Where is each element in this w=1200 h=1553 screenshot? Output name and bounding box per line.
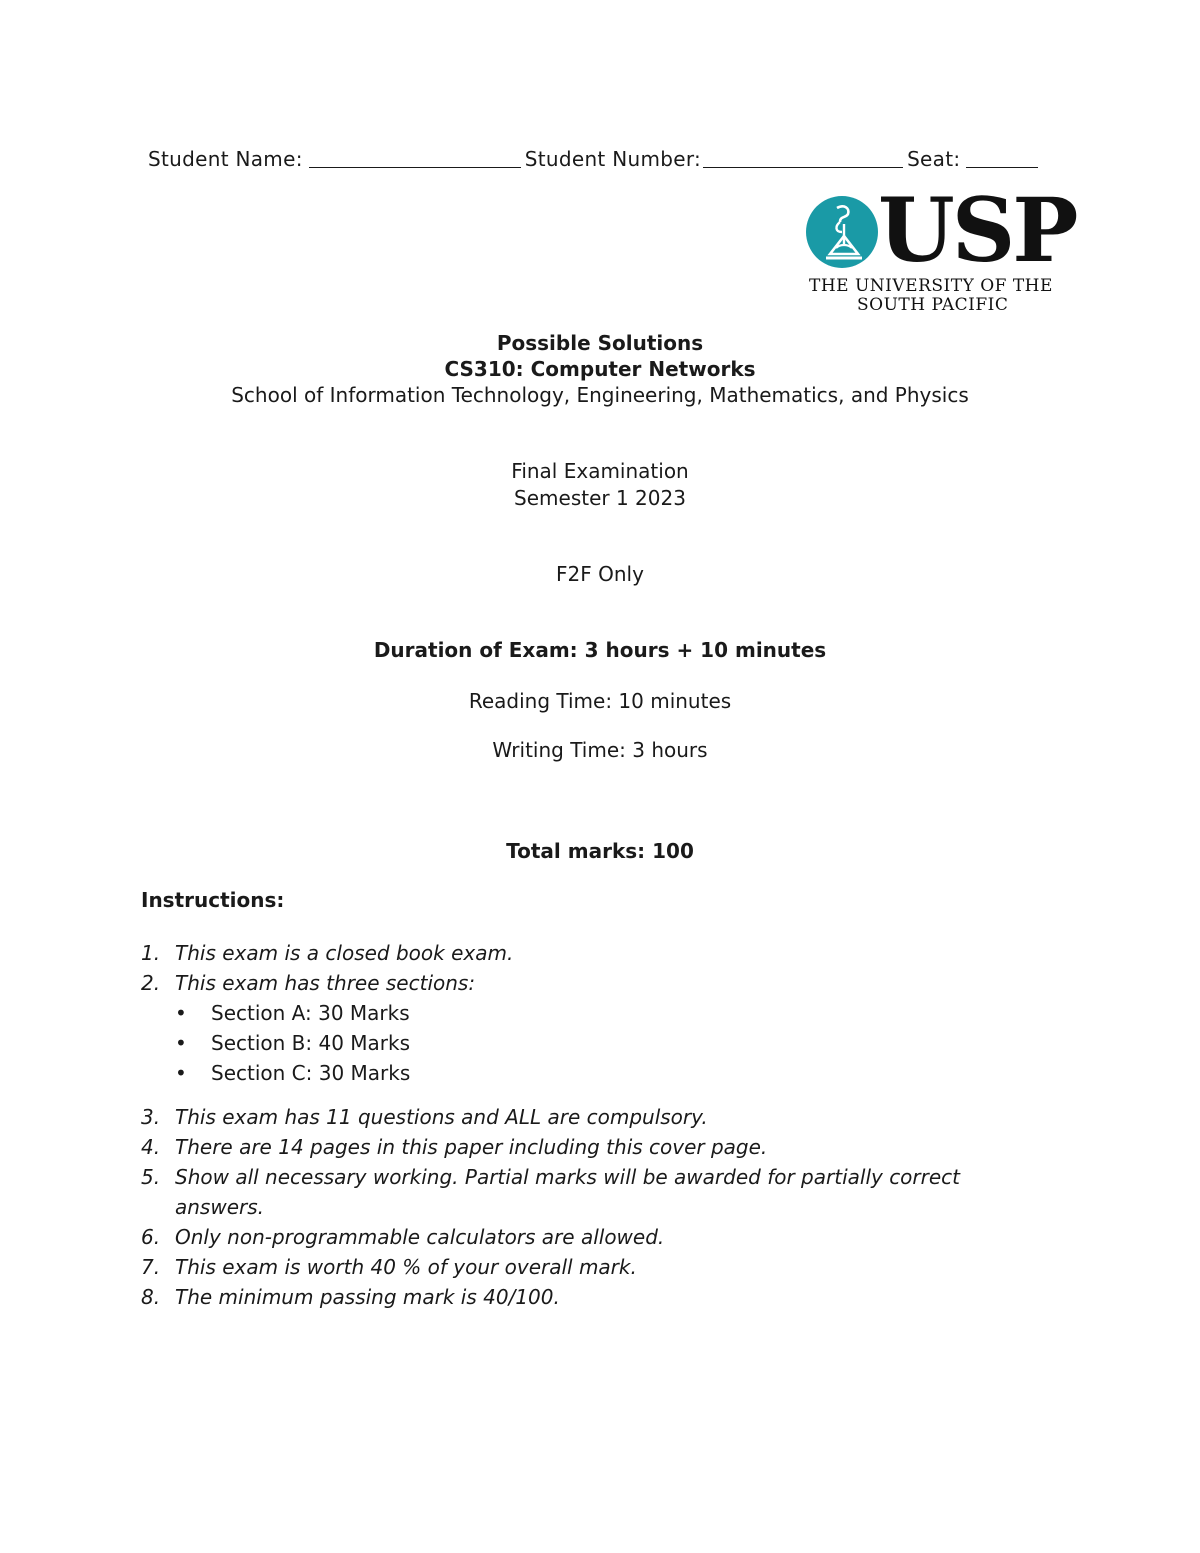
exam-mode: F2F Only (556, 562, 644, 586)
instruction-number: 2. (141, 971, 161, 995)
instruction-number: 6. (141, 1225, 161, 1249)
instruction-text: There are 14 pages in this paper including this cover page. (175, 1135, 768, 1159)
section-item (175, 1058, 1001, 1088)
instruction-item (141, 1132, 1001, 1162)
writing-time: Writing Time: 3 hours (492, 738, 708, 762)
instruction-number: 3. (141, 1105, 161, 1129)
instruction-number: 4. (141, 1135, 161, 1159)
usp-wordmark: USP (878, 178, 1076, 282)
instruction-item (141, 1252, 1001, 1282)
section-text: Section B: 40 Marks (211, 1031, 411, 1055)
instruction-number: 8. (141, 1285, 161, 1309)
course-title: CS310: Computer Networks (444, 357, 756, 381)
instruction-item (141, 968, 1001, 1102)
bullet-icon: • (175, 1061, 187, 1085)
student-number-label: Student Number: (524, 147, 702, 171)
instruction-text: Show all necessary working. Partial marks will be awarded for partially correct answers. (175, 1165, 961, 1219)
university-name-line2: SOUTH PACIFIC (857, 295, 1009, 315)
instruction-item (141, 938, 1001, 968)
school-name: School of Information Technology, Engineering, Mathematics, and Physics (231, 383, 969, 407)
usp-emblem-icon (804, 194, 884, 274)
bullet-icon: • (175, 1031, 187, 1055)
seat-label: Seat: (907, 147, 961, 171)
sections-list (175, 998, 1001, 1102)
instruction-item (141, 1222, 1001, 1252)
reading-time: Reading Time: 10 minutes (468, 689, 732, 713)
section-item (175, 1028, 1001, 1058)
instruction-number: 1. (141, 941, 161, 965)
student-name-blank (309, 147, 521, 168)
exam-type: Final Examination (511, 459, 689, 483)
student-name-label: Student Name: (148, 147, 303, 171)
possible-solutions-title: Possible Solutions (496, 331, 704, 355)
student-info-fields (148, 141, 1058, 171)
instructions-list (141, 938, 1001, 1312)
instructions-heading: Instructions: (141, 888, 285, 912)
section-text: Section A: 30 Marks (211, 1001, 410, 1025)
seat-blank (966, 147, 1038, 168)
usp-logo (804, 178, 1076, 320)
total-marks: Total marks: 100 (506, 839, 694, 863)
instruction-text: The minimum passing mark is 40/100. (175, 1285, 560, 1309)
instruction-number: 5. (141, 1165, 161, 1189)
instruction-text: This exam has three sections: (175, 971, 476, 995)
section-item (175, 998, 1001, 1028)
instruction-text: This exam is worth 40 % of your overall mark. (175, 1255, 637, 1279)
instruction-item (141, 1282, 1001, 1312)
instruction-text: This exam has 11 questions and ALL are compulsory. (175, 1105, 708, 1129)
instruction-item (141, 1162, 1001, 1222)
semester: Semester 1 2023 (514, 486, 686, 510)
university-name-line1: THE UNIVERSITY OF THE (809, 276, 1053, 296)
bullet-icon: • (175, 1001, 187, 1025)
student-number-blank (703, 147, 903, 168)
section-text: Section C: 30 Marks (211, 1061, 411, 1085)
exam-duration: Duration of Exam: 3 hours + 10 minutes (373, 638, 827, 662)
instruction-text: Only non-programmable calculators are allowed. (175, 1225, 665, 1249)
instruction-number: 7. (141, 1255, 161, 1279)
instruction-item (141, 1102, 1001, 1132)
instruction-text: This exam is a closed book exam. (175, 941, 514, 965)
